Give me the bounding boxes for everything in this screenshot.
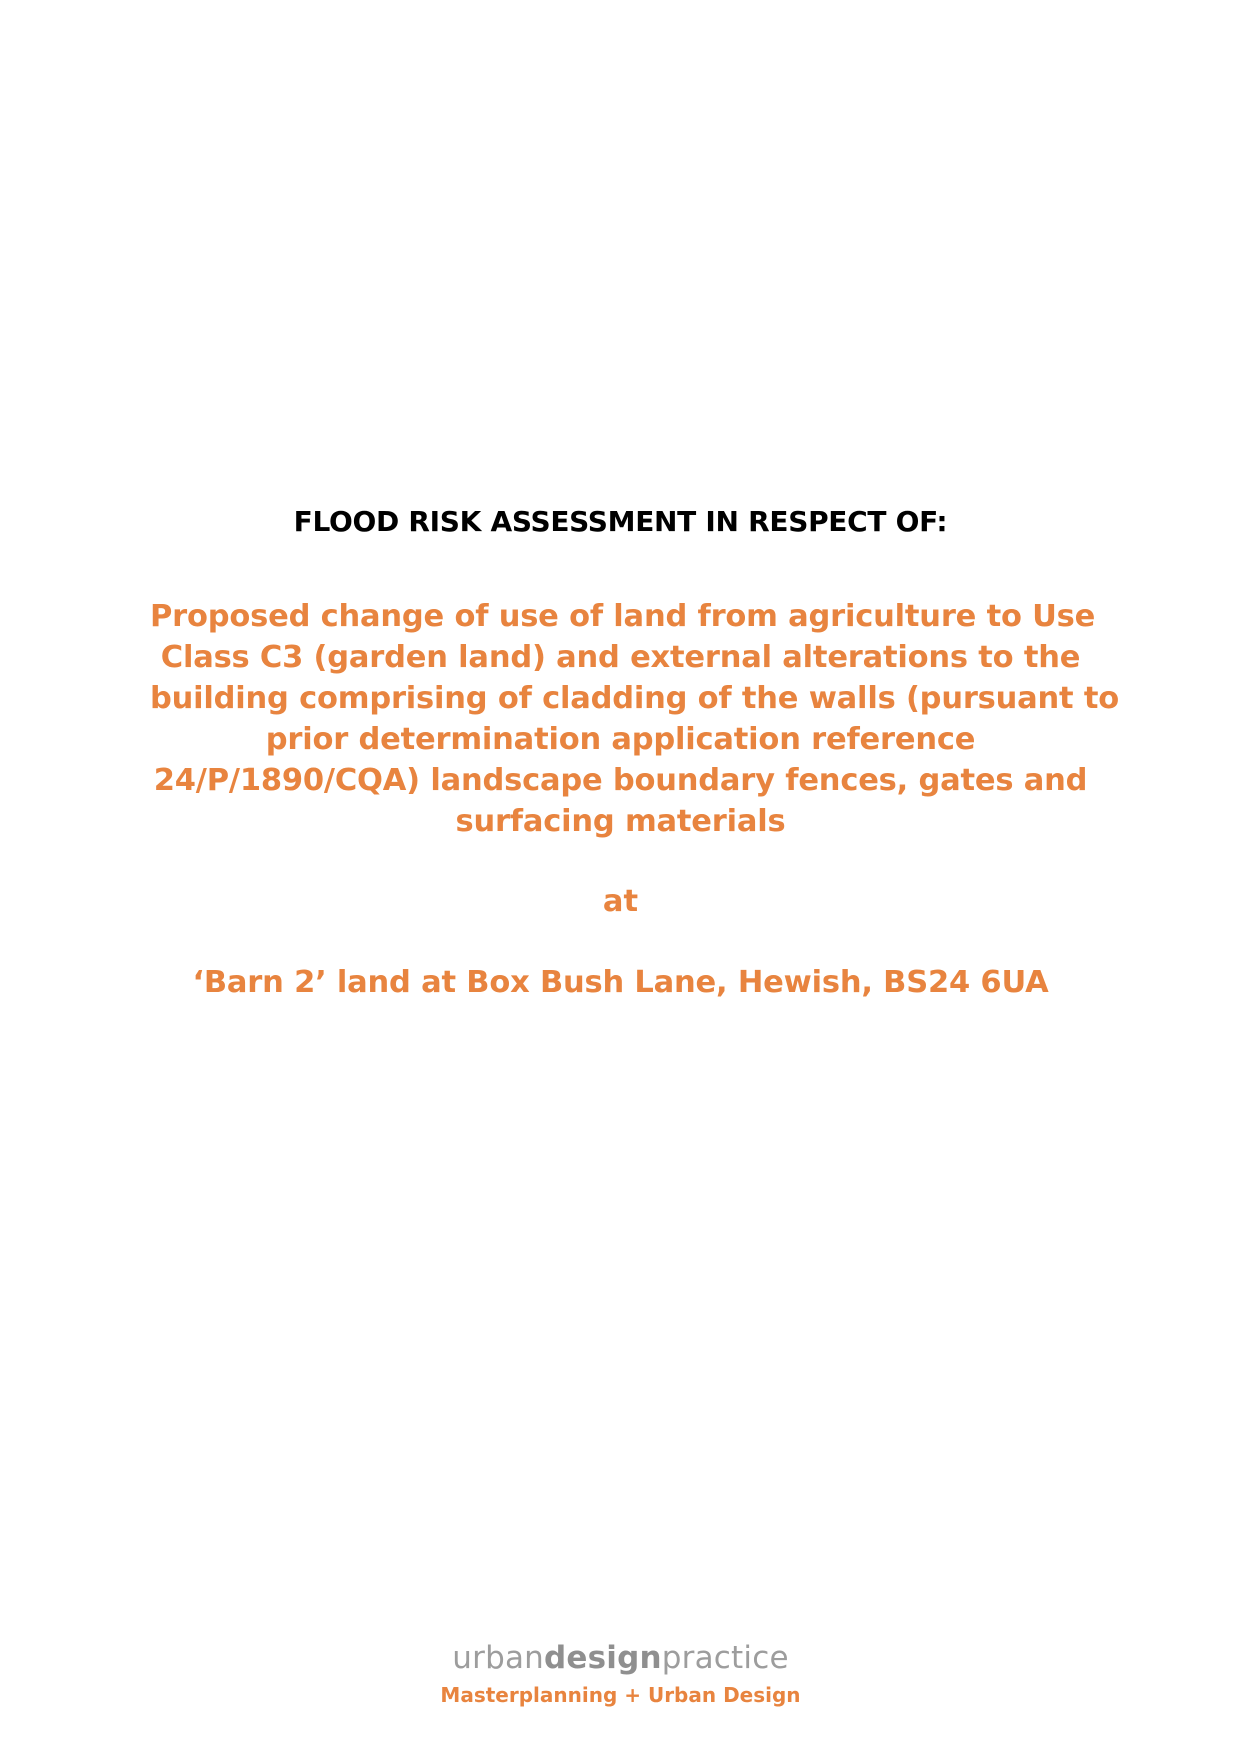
company-tagline: Masterplanning + Urban Design <box>440 1683 801 1707</box>
site-address: ‘Barn 2’ land at Box Bush Lane, Hewish, BS24 6UA <box>192 965 1049 1000</box>
proposal-line: surfacing materials <box>455 804 786 839</box>
logo-text-urban: urban <box>452 1640 544 1676</box>
logo-text-design: design <box>544 1640 662 1676</box>
document-heading: FLOOD RISK ASSESSMENT IN RESPECT OF: <box>293 505 948 538</box>
proposal-description <box>150 596 1119 842</box>
connector-text: at <box>602 884 639 919</box>
proposal-line: Class C3 (garden land) and external alterations to the <box>160 640 1081 675</box>
proposal-line: prior determination application reference <box>265 722 976 757</box>
proposal-line: Proposed change of use of land from agriculture to Use <box>150 599 1096 634</box>
logo-text-practice: practice <box>661 1640 789 1676</box>
company-logo <box>0 1640 1241 1676</box>
proposal-line: building comprising of cladding of the walls (pursuant to <box>150 681 1119 716</box>
proposal-line: 24/P/1890/CQA) landscape boundary fences, gates and <box>153 763 1088 798</box>
